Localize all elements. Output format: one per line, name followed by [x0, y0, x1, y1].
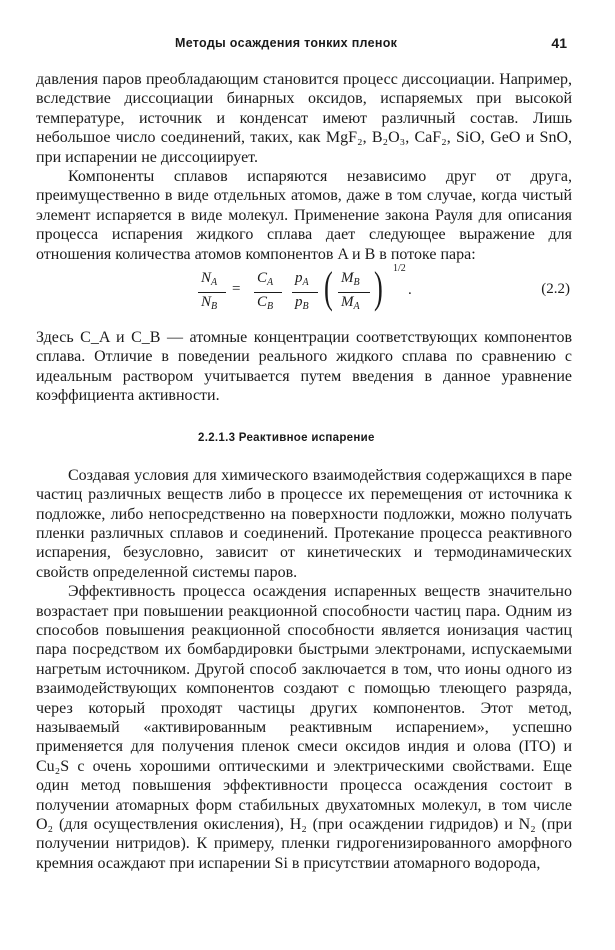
eq-p-numerator: $p_A$ — [295, 270, 309, 289]
eq-m-fraction-bar — [338, 292, 370, 293]
eq-lhs-denominator: $N_B$ — [201, 294, 218, 313]
eq-p-denominator: $p_B$ — [295, 294, 309, 313]
section-heading: 2.2.1.3 Реактивное испарение — [198, 431, 375, 444]
eq-m-numerator: $M_B$ — [341, 270, 360, 289]
eq-left-paren: ( — [324, 263, 333, 313]
paragraph-5: Эффективность процесса осаждения испаренных веществ значительно возрастает при повышении реакционной способности частиц пара. Одним из способов повышения реакционной способности является ионизация частиц пара посредством их бомбардировки быстрыми электронами, испускаемыми нагретым источником. Другой способ заключается в том, что ионы одного из взаимодействующих компонентов создают с помощью тлеющего разряда, через который проходят частицы других компонентов. Этот метод, называемый «активированным реактивным испарением», успешно применяется для получения пленок смеси оксидов индия и олова (ITO) и Cu₂S с очень хорошими оптическими и электрическими свойствами. Еще один метод повышения эффективности процесса осаждения состоит в получении атомарных форм стабильных двухатомных молекул, в том числе O₂ (для осуществления окисления), H₂ (при осаждении гидридов) и N₂ (при получении нитридов). К примеру, пленки гидрогенизированного аморфного кремния осаждают при испарении Si в присутствии атомарного водорода, — [36, 583, 572, 872]
eq-period: . — [408, 282, 412, 299]
eq-c-fraction-bar — [254, 292, 282, 293]
paragraph-1: давления паров преобладающим становится процесс диссоциации. Например, вследствие диссоциации бинарных оксидов, испаряемых при высокой температуре, источник и конденсат имеют различный состав. Лишь небольшое число соединений, таких, как MgF₂, B₂O₃, CaF₂, SiO, GeO и SnO, при испарении не диссоциирует. — [36, 71, 572, 166]
eq-lhs-numerator: $N_A$ — [201, 270, 218, 289]
eq-equals-sign: = — [232, 281, 241, 298]
eq-exponent: 1/2 — [393, 263, 406, 275]
running-title: Методы осаждения тонких пленок — [175, 36, 398, 50]
equation-number: (2.2) — [541, 281, 570, 298]
paragraph-2: Компоненты сплавов испаряются независимо друг от друга, преимущественно в виде отдельных атомов, даже в том случае, когда чистый элемент испаряется в виде молекул. Применение закона Рауля для описания процесса испарения жидкого сплава дает следующее выражение для отношения количества атомов компонентов A и B в потоке пара: — [36, 168, 572, 263]
eq-c-numerator: $C_A$ — [257, 270, 274, 289]
eq-c-denominator: $C_B$ — [257, 294, 274, 313]
eq-lhs-fraction-bar — [198, 292, 226, 293]
page-number: 41 — [551, 35, 567, 51]
equation-2-2 — [36, 263, 572, 328]
page-header — [175, 36, 575, 56]
paragraph-4: Создавая условия для химического взаимодействия содержащихся в паре частиц различных веществ либо в процессе их перемещения от источника к подложке, либо непосредственно на поверхности подложки, можно получать пленки различных сплавов и соединений. Протекание процесса реактивного испарения, безусловно, зависит от кинетических и термодинамических свойств определенной системы паров. — [36, 466, 572, 581]
eq-m-denominator: $M_A$ — [341, 294, 360, 313]
page-body — [36, 70, 572, 873]
paragraph-3: Здесь C_A и C_B — атомные концентрации соответствующих компонентов сплава. Отличие в поведении реального жидкого сплава по сравнению с идеальным раствором учитывается путем введения в данное уравнение коэффициента активности. — [36, 329, 572, 405]
eq-right-paren: ) — [374, 263, 383, 313]
eq-p-fraction-bar — [292, 292, 318, 293]
